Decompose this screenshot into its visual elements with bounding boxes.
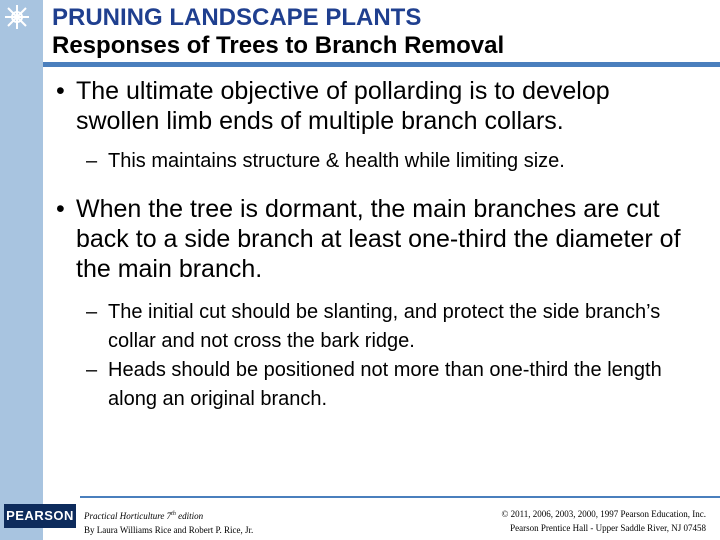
footer-copyright: [502, 507, 706, 535]
footer-book-info: [84, 507, 253, 537]
sub-bullet-text: Heads should be positioned not more than one-third the length along an original branch.: [108, 359, 662, 410]
pearson-logo: PEARSON: [4, 504, 76, 528]
sub-bullet-item: [56, 356, 696, 414]
bullet-mark: •: [56, 77, 65, 105]
left-accent-band: [0, 0, 43, 540]
sub-bullet-item: [56, 298, 696, 356]
book-title-rest: edition: [175, 511, 204, 521]
title-divider: [43, 62, 720, 67]
slide-title: PRUNING LANDSCAPE PLANTS: [52, 4, 422, 31]
bullet-text: When the tree is dormant, the main branches are cut back to a side branch at least one-third the diameter of the main branch.: [76, 195, 681, 283]
slide-header: [52, 4, 692, 60]
book-title-main: Practical Horticulture 7: [84, 511, 172, 521]
sub-bullet-mark: –: [86, 150, 98, 172]
slide-subtitle: Responses of Trees to Branch Removal: [52, 32, 505, 59]
bullet-item: [56, 194, 696, 284]
book-title: [84, 507, 253, 523]
sub-bullet-text: This maintains structure & health while limiting size.: [108, 150, 565, 172]
sub-bullet-text: The initial cut should be slanting, and protect the side branch’s collar and not cross the bark ridge.: [108, 301, 661, 352]
sub-bullet-item: [56, 147, 696, 176]
sub-bullet-group: [56, 147, 696, 176]
flower-icon: [2, 2, 32, 32]
sub-bullet-group: [56, 298, 696, 414]
book-authors: By Laura Williams Rice and Robert P. Rice, Jr.: [84, 525, 254, 535]
bullet-text: The ultimate objective of pollarding is to develop swollen limb ends of multiple branch collars.: [76, 77, 610, 135]
publisher-text: Pearson Prentice Hall - Upper Saddle River, NJ 07458: [510, 523, 706, 533]
footer-divider: [80, 496, 720, 498]
sub-bullet-mark: –: [86, 359, 98, 381]
bullet-item: [56, 76, 696, 136]
copyright-text: © 2011, 2006, 2003, 2000, 1997 Pearson Education, Inc.: [501, 509, 706, 519]
book-title-sup: th: [171, 511, 176, 517]
sub-bullet-mark: –: [86, 301, 98, 323]
bullet-mark: •: [56, 195, 65, 223]
slide-body: [56, 76, 696, 426]
